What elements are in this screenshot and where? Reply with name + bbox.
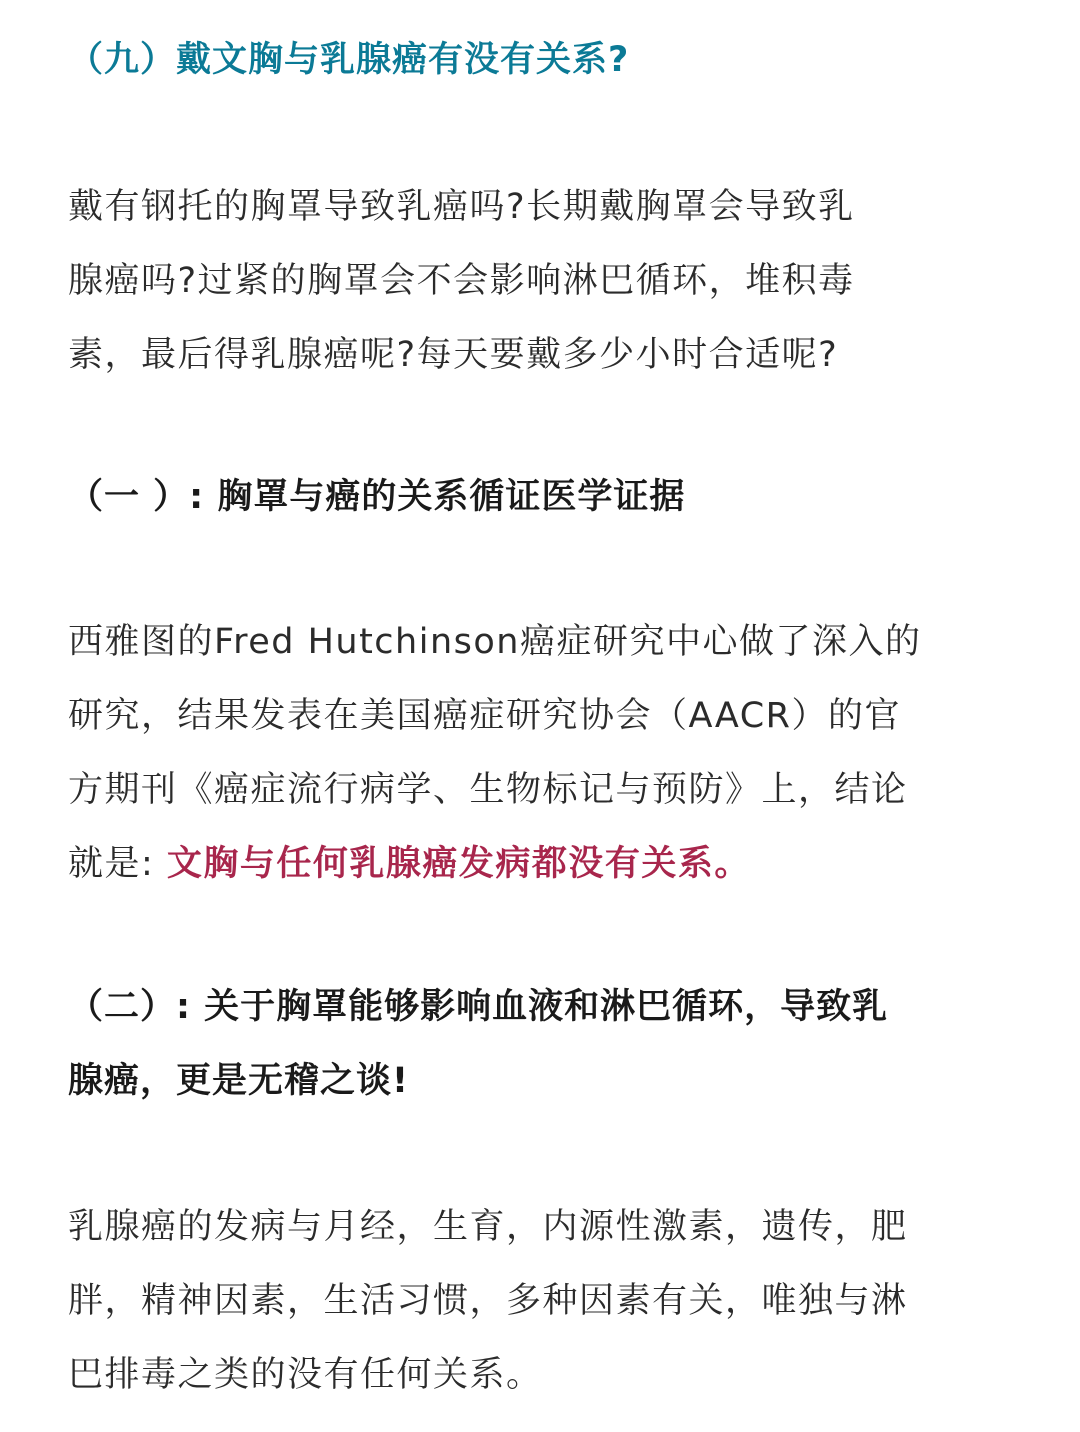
intro-line-2: 腺癌吗?过紧的胸罩会不会影响淋巴循环，堆积毒 bbox=[68, 261, 855, 301]
evidence-line-4 bbox=[68, 827, 1012, 901]
causes-line-1: 乳腺癌的发病与月经，生育，内源性激素，遗传，肥 bbox=[68, 1207, 908, 1247]
intro-paragraph bbox=[68, 170, 1012, 392]
causes-line-2: 胖，精神因素，生活习惯，多种因素有关，唯独与淋 bbox=[68, 1281, 908, 1321]
intro-line-1: 戴有钢托的胸罩导致乳癌吗?长期戴胸罩会导致乳 bbox=[68, 187, 855, 227]
subheading-2-line-1: （二）: 关于胸罩能够影响血液和淋巴循环，导致乳 bbox=[68, 987, 889, 1027]
subheading-2-line-2: 腺癌，更是无稽之谈! bbox=[68, 1061, 409, 1101]
subheading-1: （一 ）: 胸罩与癌的关系循证医学证据 bbox=[68, 477, 686, 517]
evidence-paragraph bbox=[68, 605, 1012, 901]
evidence-line-1: 西雅图的Fred Hutchinson癌症研究中心做了深入的 bbox=[68, 622, 922, 662]
evidence-line-3: 方期刊《癌症流行病学、生物标记与预防》上，结论 bbox=[68, 770, 908, 810]
causes-line-3: 巴排毒之类的没有任何关系。 bbox=[68, 1355, 543, 1395]
causes-paragraph bbox=[68, 1190, 1012, 1412]
section-title: （九）戴文胸与乳腺癌有没有关系? bbox=[68, 40, 630, 80]
conclusion-highlight: 文胸与任何乳腺癌发病都没有关系。 bbox=[166, 844, 751, 884]
subheading-2 bbox=[68, 970, 1012, 1118]
evidence-line-2: 研究，结果发表在美国癌症研究协会（AACR）的官 bbox=[68, 696, 902, 736]
conclusion-prefix: 就是: bbox=[68, 844, 167, 884]
intro-line-3: 素，最后得乳腺癌呢?每天要戴多少小时合适呢? bbox=[68, 335, 839, 375]
